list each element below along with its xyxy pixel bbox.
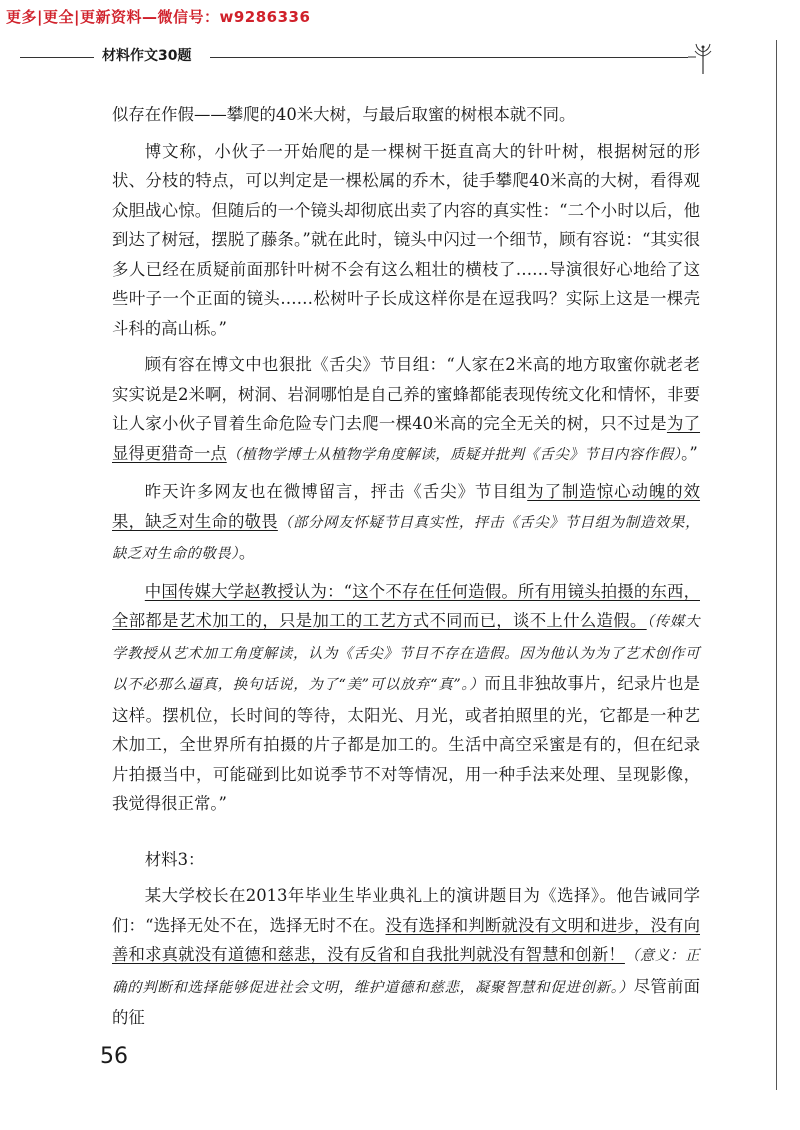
paragraph-3-annotation: （植物学博士从植物学角度解读，质疑并批判《舌尖》节目内容作假） [226,446,682,463]
paragraph-6-underlined: 没有选择和判断就没有文明和进步，没有向善和求真就没有道德和慈悲，没有反省和自我批判就没有智慧和创新！ [112,915,700,964]
header-title: 材料作文30题 [102,48,192,64]
paragraph-6-annotation: （意义：正确的判断和选择能够促进社会文明，维护道德和慈悲，凝聚智慧和促进创新。） [112,948,700,996]
section-label-text: 材料3： [144,849,205,869]
page-edge-line [776,40,777,1090]
page-number: 56 [100,1044,128,1069]
paragraph-1-text: 似存在作假——攀爬的40米大树，与最后取蜜的树根本就不同。 [112,105,576,124]
body-text [112,100,700,1033]
plant-ornament-icon [688,40,718,74]
paragraph-5-annotation: （传媒大学教授从艺术加工角度解读，认为《舌尖》节目不存在造假。因为他认为为了艺术创作可以不必那么逼真，换句话说，为了“美”可以放弃“真”。） [112,614,700,693]
paragraph-2-text: 博文称，小伙子一开始爬的是一棵树干挺直高大的针叶树，根据树冠的形状、分枝的特点，可以判定是一棵松属的乔木，徒手攀爬40米高的大树，看得观众胆战心惊。但随后的一个镜头却彻底出卖了内容的真实性：“二个小时以后，他到达了树冠，摆脱了藤条。”就在此时，镜头中闪过一个细节，顾有容说：“其实很多人已经在质疑前面那针叶树不会有这么粗壮的横枝了……导演很好心地给了这些叶子一个正面的镜头……松树叶子长成这样你是在逗我吗？实际上这是一棵壳斗科的高山栎。” [112,141,700,338]
header-rule-left [20,57,94,58]
paragraph-4-end: 。 [238,543,256,562]
paragraph-3-end: 。” [681,443,698,463]
paragraph-3 [112,350,700,470]
paragraph-6-end: 尽管前面的征 [112,976,700,1027]
paragraph-5-text: 而且非独故事片，纪录片也是这样。摆机位，长时间的等待，太阳光、月光，或者拍照里的光，它都是一种艺术加工，全世界所有拍摄的片子都是加工的。生活中高空采蜜是有的，但在纪录片拍摄当中，可能碰到比如说季节不对等情况，用一种手法来处理、呈现影像，我觉得很正常。” [112,674,701,813]
paragraph-5-underlined: 中国传媒大学赵教授认为：“这个不存在任何造假。所有用镜头拍摄的东西，全部都是艺术加工的，只是加工的工艺方式不同而已，谈不上什么造假。 [112,581,700,630]
paragraph-3-underlined: 为了显得更猎奇一点 [112,414,701,463]
paragraph-1 [112,100,700,130]
watermark: 更多|更全|更新资料—微信号：w9286336 [6,8,311,26]
paragraph-6 [112,881,700,1033]
header-rule-right [210,57,688,58]
paragraph-4-text: 昨天许多网友也在微博留言，抨击《舌尖》节目组 [144,482,528,501]
paragraph-2 [112,137,700,344]
paragraph-5 [112,577,700,819]
section-label [112,845,700,875]
paragraph-4-underlined: 为了制造惊心动魄的效果，缺乏对生命的敬畏 [112,482,701,531]
paragraph-4-annotation: （部分网友怀疑节目真实性，抨击《舌尖》节目组为制造效果，缺乏对生命的敬畏） [112,514,700,562]
paragraph-3-text: 顾有容在博文中也狠批《舌尖》节目组：“人家在2米高的地方取蜜你就老老实实说是2米啊，树洞、岩洞哪怕是自己养的蜜蜂都能表现传统文化和情怀，非要让人家小伙子冒着生命危险专门去爬一棵40米高的完全无关的树，只不过是 [112,355,700,433]
paragraph-4 [112,477,700,570]
running-header [20,40,710,74]
paragraph-6-text: 某大学校长在2013年毕业生毕业典礼上的演讲题目为《选择》。他告诫同学们：“选择无处不在，选择无时不在。 [112,886,700,935]
